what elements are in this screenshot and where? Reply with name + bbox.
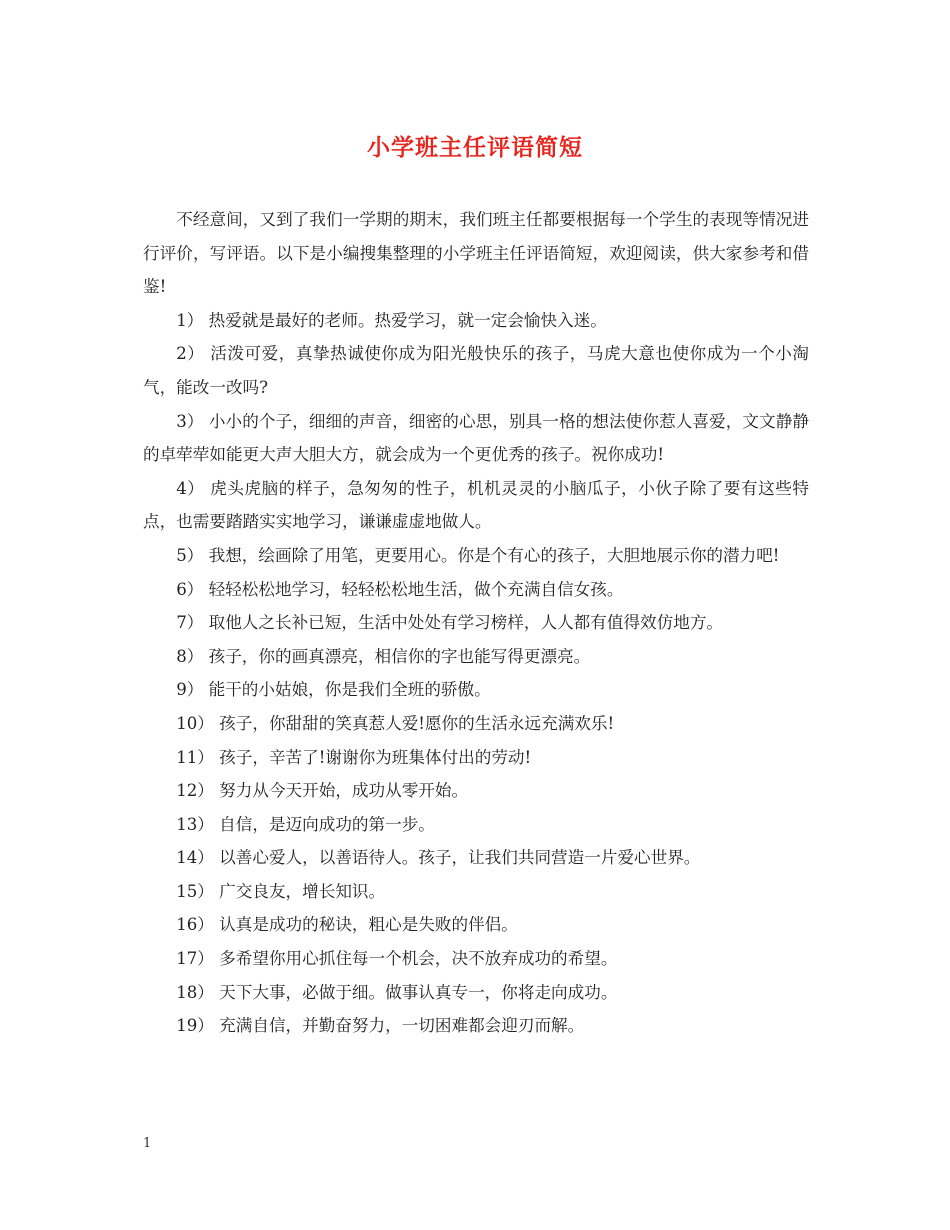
comment-item-2: 2） 活泼可爱，真挚热诚使你成为阳光般快乐的孩子，马虎大意也使你成为一个小淘气，能改一改吗?	[143, 344, 809, 397]
comment-item-16: 16） 认真是成功的秘诀，粗心是失败的伴侣。	[176, 915, 518, 935]
comment-item-8: 8） 孩子，你的画真漂亮，相信你的字也能写得更漂亮。	[176, 646, 591, 666]
document-body	[143, 203, 809, 1043]
comment-item-14: 14） 以善心爱人，以善语待人。孩子，让我们共同营造一片爱心世界。	[176, 848, 701, 868]
comment-item-19: 19） 充满自信，并勤奋努力，一切困难都会迎刃而解。	[176, 1016, 585, 1036]
intro-paragraph: 不经意间，又到了我们一学期的期末，我们班主任都要根据每一个学生的表现等情况进行评价，写评语。以下是小编搜集整理的小学班主任评语简短，欢迎阅读，供大家参考和借鉴!	[143, 210, 809, 297]
comment-item-4: 4） 虎头虎脑的样子，急匆匆的性子，机机灵灵的小脑瓜子，小伙子除了要有这些特点，也需要踏踏实实地学习，谦谦虚虚地做人。	[143, 478, 809, 532]
comment-item-17: 17） 多希望你用心抓住每一个机会，决不放弃成功的希望。	[176, 949, 618, 969]
comment-item-3: 3） 小小的个子，细细的声音，细密的心思，别具一格的想法使你惹人喜爱，文文静静的卓荦荦如能更大声大胆大方，就会成为一个更优秀的孩子。祝你成功!	[143, 411, 809, 465]
comment-item-15: 15） 广交良友，增长知识。	[176, 881, 386, 901]
comment-item-18: 18） 天下大事，必做于细。做事认真专一，你将走向成功。	[176, 982, 618, 1002]
page-title: 小学班主任评语简短	[367, 134, 583, 161]
comment-item-6: 6） 轻轻松松地学习，轻轻松松地生活，做个充满自信女孩。	[176, 579, 624, 599]
page-number: 1	[143, 1136, 152, 1151]
comment-item-7: 7） 取他人之长补已短，生活中处处有学习榜样，人人都有值得效仿地方。	[176, 613, 724, 633]
comment-item-11: 11） 孩子，辛苦了!谢谢你为班集体付出的劳动!	[176, 747, 532, 767]
comment-item-9: 9） 能干的小姑娘，你是我们全班的骄傲。	[176, 680, 491, 700]
comment-item-13: 13） 自信，是迈向成功的第一步。	[176, 814, 435, 834]
comment-item-5: 5） 我想，绘画除了用笔，更要用心。你是个有心的孩子，大胆地展示你的潜力吧!	[176, 545, 780, 565]
comment-item-10: 10） 孩子，你甜甜的笑真惹人爱!愿你的生活永远充满欢乐!	[176, 713, 615, 733]
comment-item-12: 12） 努力从今天开始，成功从零开始。	[176, 781, 469, 801]
comment-item-1: 1） 热爱就是最好的老师。热爱学习，就一定会愉快入迷。	[176, 310, 607, 330]
